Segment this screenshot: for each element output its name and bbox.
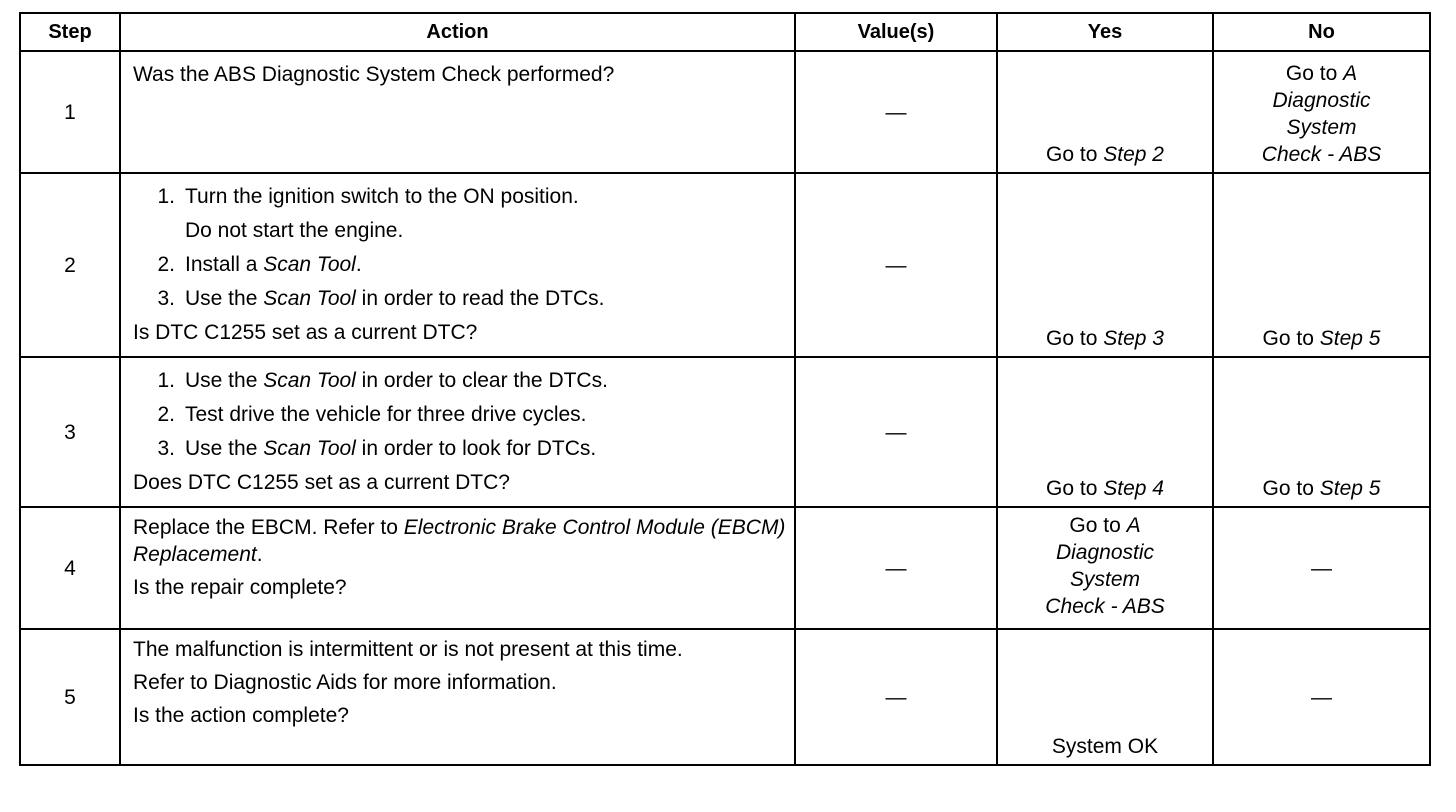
value-cell: —	[795, 629, 997, 765]
table-row	[20, 173, 1430, 357]
list-item: 3. Use the Scan Tool in order to look for DTCs.	[157, 437, 597, 460]
action-text: Refer to Diagnostic Aids for more information.	[133, 671, 557, 694]
action-question: Does DTC C1255 set as a current DTC?	[133, 471, 510, 494]
no-cell: Go to Step 5	[1213, 173, 1430, 357]
step-number: 2	[20, 173, 120, 357]
header-yes: Yes	[997, 13, 1213, 51]
value-cell: —	[795, 357, 997, 507]
header-no: No	[1213, 13, 1430, 51]
action-cell	[120, 629, 795, 765]
no-cell: —	[1213, 629, 1430, 765]
header-values: Value(s)	[795, 13, 997, 51]
action-cell	[120, 357, 795, 507]
action-cell	[120, 51, 795, 173]
list-item: 2. Test drive the vehicle for three drive cycles.	[157, 403, 587, 426]
yes-cell: Go to A Diagnostic System Check - ABS	[997, 507, 1213, 629]
table-row	[20, 507, 1430, 629]
action-list	[133, 364, 786, 466]
list-item: 2. Install a Scan Tool.	[157, 253, 362, 276]
action-cell	[120, 173, 795, 357]
action-text: Was the ABS Diagnostic System Check performed?	[133, 63, 615, 86]
value-cell: —	[795, 507, 997, 629]
value-cell: —	[795, 51, 997, 173]
action-cell	[120, 507, 795, 629]
value-cell: —	[795, 173, 997, 357]
no-cell: Go to Step 5	[1213, 357, 1430, 507]
list-item: Do not start the engine.	[185, 219, 404, 242]
yes-cell: Go to Step 2	[997, 51, 1213, 173]
step-number: 1	[20, 51, 120, 173]
header-step: Step	[20, 13, 120, 51]
table-row	[20, 357, 1430, 507]
step-number: 5	[20, 629, 120, 765]
table-row	[20, 51, 1430, 173]
action-question: Is DTC C1255 set as a current DTC?	[133, 321, 478, 344]
action-text: The malfunction is intermittent or is not present at this time.	[133, 638, 683, 661]
table-row	[20, 629, 1430, 765]
list-item: 1. Use the Scan Tool in order to clear the DTCs.	[157, 369, 608, 392]
list-item: 3. Use the Scan Tool in order to read the DTCs.	[157, 287, 605, 310]
list-item: 1. Turn the ignition switch to the ON position.	[157, 185, 579, 208]
step-number: 3	[20, 357, 120, 507]
no-cell: Go to A Diagnostic System Check - ABS	[1213, 51, 1430, 173]
step-number: 4	[20, 507, 120, 629]
action-list	[133, 180, 786, 316]
header-action: Action	[120, 13, 795, 51]
action-text: Replace the EBCM. Refer to Electronic Brake Control Module (EBCM) Replacement.	[133, 516, 786, 566]
yes-cell: System OK	[997, 629, 1213, 765]
action-question: Is the repair complete?	[133, 576, 347, 599]
yes-cell: Go to Step 3	[997, 173, 1213, 357]
diagnostic-table	[19, 12, 1431, 766]
header-row	[20, 13, 1430, 51]
action-question: Is the action complete?	[133, 704, 349, 727]
yes-cell: Go to Step 4	[997, 357, 1213, 507]
no-cell: —	[1213, 507, 1430, 629]
